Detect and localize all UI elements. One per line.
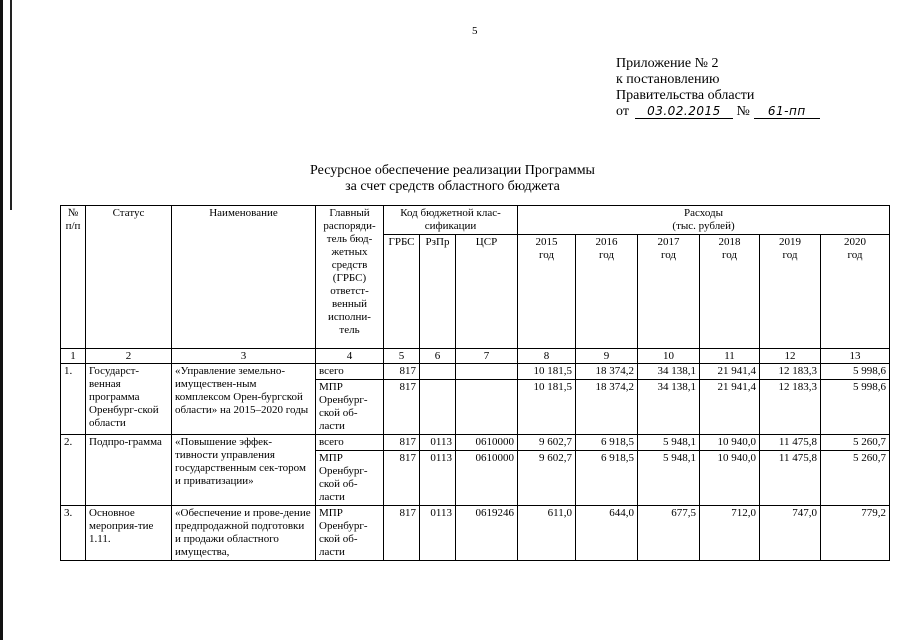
value-2015: 611,0 xyxy=(518,506,576,561)
from-label: от xyxy=(616,104,629,119)
row-rzpr: 0113 xyxy=(420,506,456,561)
appendix-line-3: Правительства области xyxy=(616,88,755,103)
row-rzpr: 0113 xyxy=(420,435,456,451)
header-year-2018: 2018 год xyxy=(700,235,760,349)
header-num: № п/п xyxy=(61,206,86,349)
header-status: Статус xyxy=(86,206,172,349)
row-num: 1. xyxy=(61,364,86,435)
column-number: 5 xyxy=(384,349,420,364)
value-2019: 11 475,8 xyxy=(760,435,821,451)
resource-table xyxy=(60,205,890,561)
row-grbs: 817 xyxy=(384,506,420,561)
value-2017: 5 948,1 xyxy=(638,451,700,506)
row-status: Основное мероприя-тие 1.11. xyxy=(86,506,172,561)
column-number: 6 xyxy=(420,349,456,364)
column-number: 7 xyxy=(456,349,518,364)
value-2019: 12 183,3 xyxy=(760,380,821,435)
value-2018: 10 940,0 xyxy=(700,435,760,451)
row-rzpr: 0113 xyxy=(420,451,456,506)
value-2020: 5 998,6 xyxy=(821,380,890,435)
value-2019: 12 183,3 xyxy=(760,364,821,380)
row-grbs: 817 xyxy=(384,435,420,451)
header-csr: ЦСР xyxy=(456,235,518,349)
column-number: 4 xyxy=(316,349,384,364)
value-2018: 21 941,4 xyxy=(700,380,760,435)
row-num: 2. xyxy=(61,435,86,506)
header-year-2017: 2017 год xyxy=(638,235,700,349)
value-2020: 5 260,7 xyxy=(821,451,890,506)
column-number: 9 xyxy=(576,349,638,364)
row-grbs: 817 xyxy=(384,380,420,435)
value-2016: 644,0 xyxy=(576,506,638,561)
header-rzpr: РзПр xyxy=(420,235,456,349)
column-number: 1 xyxy=(61,349,86,364)
header-year-2019: 2019 год xyxy=(760,235,821,349)
value-2016: 6 918,5 xyxy=(576,435,638,451)
column-number: 10 xyxy=(638,349,700,364)
document-title xyxy=(0,163,905,195)
column-number: 11 xyxy=(700,349,760,364)
value-2020: 779,2 xyxy=(821,506,890,561)
column-number: 3 xyxy=(172,349,316,364)
column-number: 12 xyxy=(760,349,821,364)
column-number: 13 xyxy=(821,349,890,364)
value-2018: 10 940,0 xyxy=(700,451,760,506)
header-year-2015: 2015 год xyxy=(518,235,576,349)
handwritten-date: 03.02.2015 xyxy=(635,104,733,119)
column-number: 2 xyxy=(86,349,172,364)
appendix-date-line xyxy=(616,104,820,120)
title-line-2: за счет средств областного бюджета xyxy=(345,179,560,194)
value-2017: 5 948,1 xyxy=(638,435,700,451)
number-label: № xyxy=(736,104,750,119)
table-row xyxy=(61,506,890,561)
header-grbs-main: Главный распоряди-тель бюд-жетных средств (ГРБС) ответст-венный исполни-тель xyxy=(316,206,384,349)
table-row xyxy=(61,435,890,451)
value-2017: 677,5 xyxy=(638,506,700,561)
handwritten-number: 61-пп xyxy=(754,104,820,119)
value-2020: 5 998,6 xyxy=(821,364,890,380)
row-executor: всего xyxy=(316,364,384,380)
row-name: «Обеспечение и прове-дение предпродажной подготовки и продажи областного имущества, xyxy=(172,506,316,561)
value-2015: 10 181,5 xyxy=(518,364,576,380)
row-name: «Управление земельно-имуществен-ным комплексом Орен-бургской области» на 2015–2020 годы xyxy=(172,364,316,435)
header-expenses-title: Расходы xyxy=(684,207,724,219)
row-grbs: 817 xyxy=(384,451,420,506)
value-2019: 747,0 xyxy=(760,506,821,561)
row-executor: МПР Оренбург-ской об-ласти xyxy=(316,380,384,435)
header-year-2016: 2016 год xyxy=(576,235,638,349)
row-executor: МПР Оренбург-ской об-ласти xyxy=(316,451,384,506)
row-grbs: 817 xyxy=(384,364,420,380)
title-line-1: Ресурсное обеспечение реализации Программы xyxy=(310,163,595,178)
header-name: Наименование xyxy=(172,206,316,349)
header-budget-code: Код бюджетной клас-сификации xyxy=(384,206,518,235)
header-expenses-unit: (тыс. рублей) xyxy=(672,220,735,232)
value-2016: 18 374,2 xyxy=(576,364,638,380)
row-csr: 0610000 xyxy=(456,451,518,506)
value-2015: 9 602,7 xyxy=(518,451,576,506)
header-grbs: ГРБС xyxy=(384,235,420,349)
appendix-line-2: к постановлению xyxy=(616,72,720,87)
row-num: 3. xyxy=(61,506,86,561)
row-csr xyxy=(456,364,518,380)
value-2016: 18 374,2 xyxy=(576,380,638,435)
value-2020: 5 260,7 xyxy=(821,435,890,451)
column-number: 8 xyxy=(518,349,576,364)
row-rzpr xyxy=(420,380,456,435)
row-csr: 0619246 xyxy=(456,506,518,561)
value-2017: 34 138,1 xyxy=(638,380,700,435)
value-2018: 21 941,4 xyxy=(700,364,760,380)
value-2015: 10 181,5 xyxy=(518,380,576,435)
row-csr: 0610000 xyxy=(456,435,518,451)
value-2018: 712,0 xyxy=(700,506,760,561)
row-status: Подпро-грамма xyxy=(86,435,172,506)
table-row xyxy=(61,364,890,380)
value-2015: 9 602,7 xyxy=(518,435,576,451)
header-year-2020: 2020 год xyxy=(821,235,890,349)
row-executor: МПР Оренбург-ской об-ласти xyxy=(316,506,384,561)
column-number-row xyxy=(61,349,890,364)
row-csr xyxy=(456,380,518,435)
scan-edge xyxy=(0,0,3,640)
page-number: 5 xyxy=(472,25,478,37)
row-rzpr xyxy=(420,364,456,380)
row-status: Государст-венная программа Оренбург-ской области xyxy=(86,364,172,435)
value-2019: 11 475,8 xyxy=(760,451,821,506)
row-executor: всего xyxy=(316,435,384,451)
row-name: «Повышение эффек-тивности управления государственным сек-тором и приватизации» xyxy=(172,435,316,506)
header-expenses xyxy=(518,206,890,235)
appendix-line-1: Приложение № 2 xyxy=(616,56,719,71)
value-2016: 6 918,5 xyxy=(576,451,638,506)
appendix-header xyxy=(616,56,820,120)
value-2017: 34 138,1 xyxy=(638,364,700,380)
